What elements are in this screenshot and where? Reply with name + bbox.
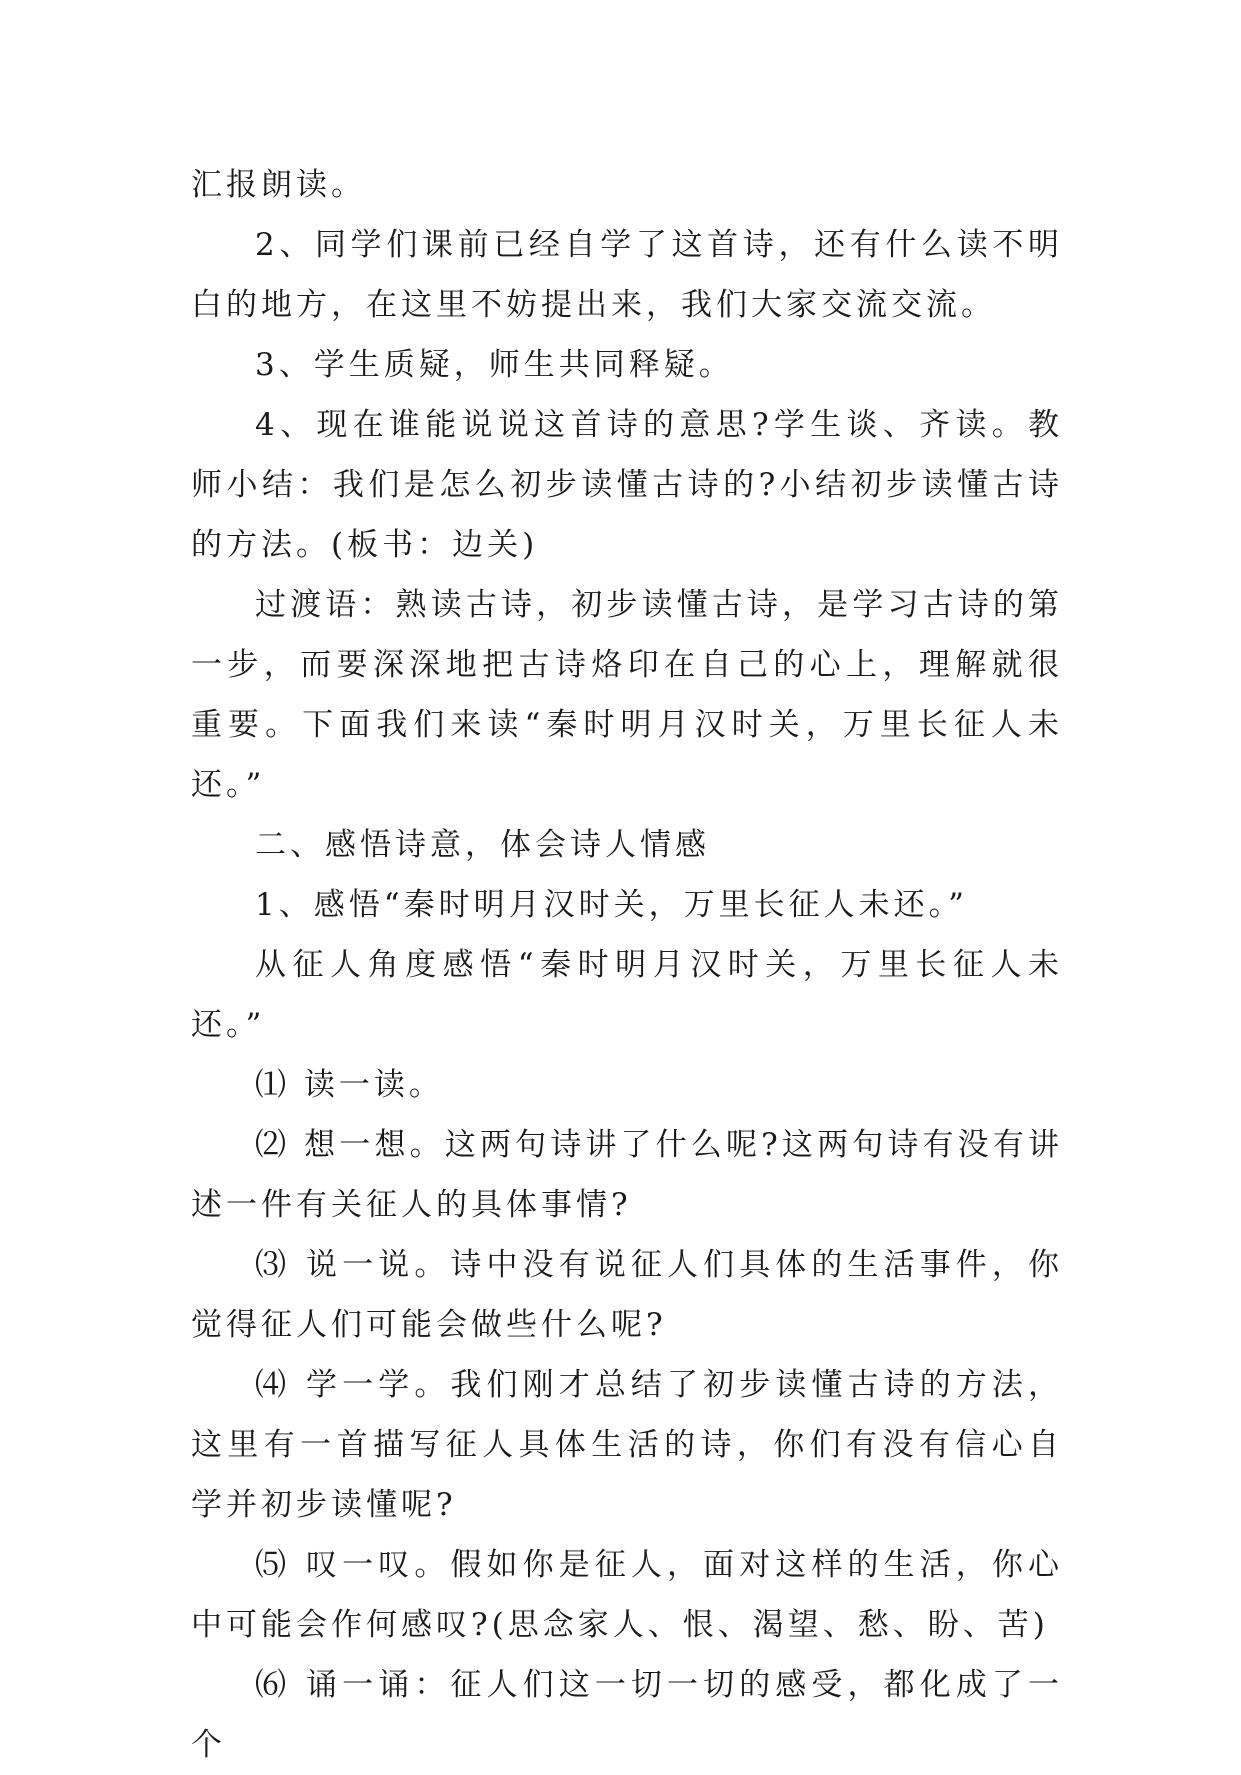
list-item: ⑷ 学一学。我们刚才总结了初步读懂古诗的方法，这里有一首描写征人具体生活的诗，你们有没有信心自学并初步读懂呢?: [191, 1367, 1063, 1523]
list-item: ⑹ 诵一诵：征人们这一切一切的感受，都化成了一个: [191, 1667, 1063, 1763]
list-item: ⑴ 读一读。: [255, 1067, 444, 1103]
paragraph: 1、感悟“秦时明月汉时关，万里长征人未还。”: [255, 887, 968, 923]
paragraph: 过渡语：熟读古诗，初步读懂古诗，是学习古诗的第一步，而要深深地把古诗烙印在自己的心上，理解就很重要。下面我们来读“秦时明月汉时关，万里长征人未还。”: [191, 587, 1063, 803]
list-item: ⑶ 说一说。诗中没有说征人们具体的生活事件，你觉得征人们可能会做些什么呢?: [191, 1247, 1063, 1343]
paragraph: 从征人角度感悟“秦时明月汉时关，万里长征人未还。”: [191, 947, 1063, 1043]
paragraph: 2、同学们课前已经自学了这首诗，还有什么读不明白的地方，在这里不妨提出来，我们大家交流交流。: [191, 227, 1063, 323]
paragraph: 4、现在谁能说说这首诗的意思?学生谈、齐读。教师小结：我们是怎么初步读懂古诗的?小结初步读懂古诗的方法。(板书：边关): [191, 407, 1063, 563]
list-item: ⑵ 想一想。这两句诗讲了什么呢?这两句诗有没有讲述一件有关征人的具体事情?: [191, 1127, 1063, 1223]
list-item: ⑸ 叹一叹。假如你是征人，面对这样的生活，你心中可能会作何感叹?(思念家人、恨、渴望、愁、盼、苦): [191, 1547, 1063, 1643]
paragraph: 汇报朗读。: [191, 167, 366, 203]
paragraph: 3、学生质疑，师生共同释疑。: [255, 347, 734, 383]
document-body: [191, 155, 1063, 1775]
section-heading: 二、感悟诗意，体会诗人情感: [255, 827, 710, 863]
